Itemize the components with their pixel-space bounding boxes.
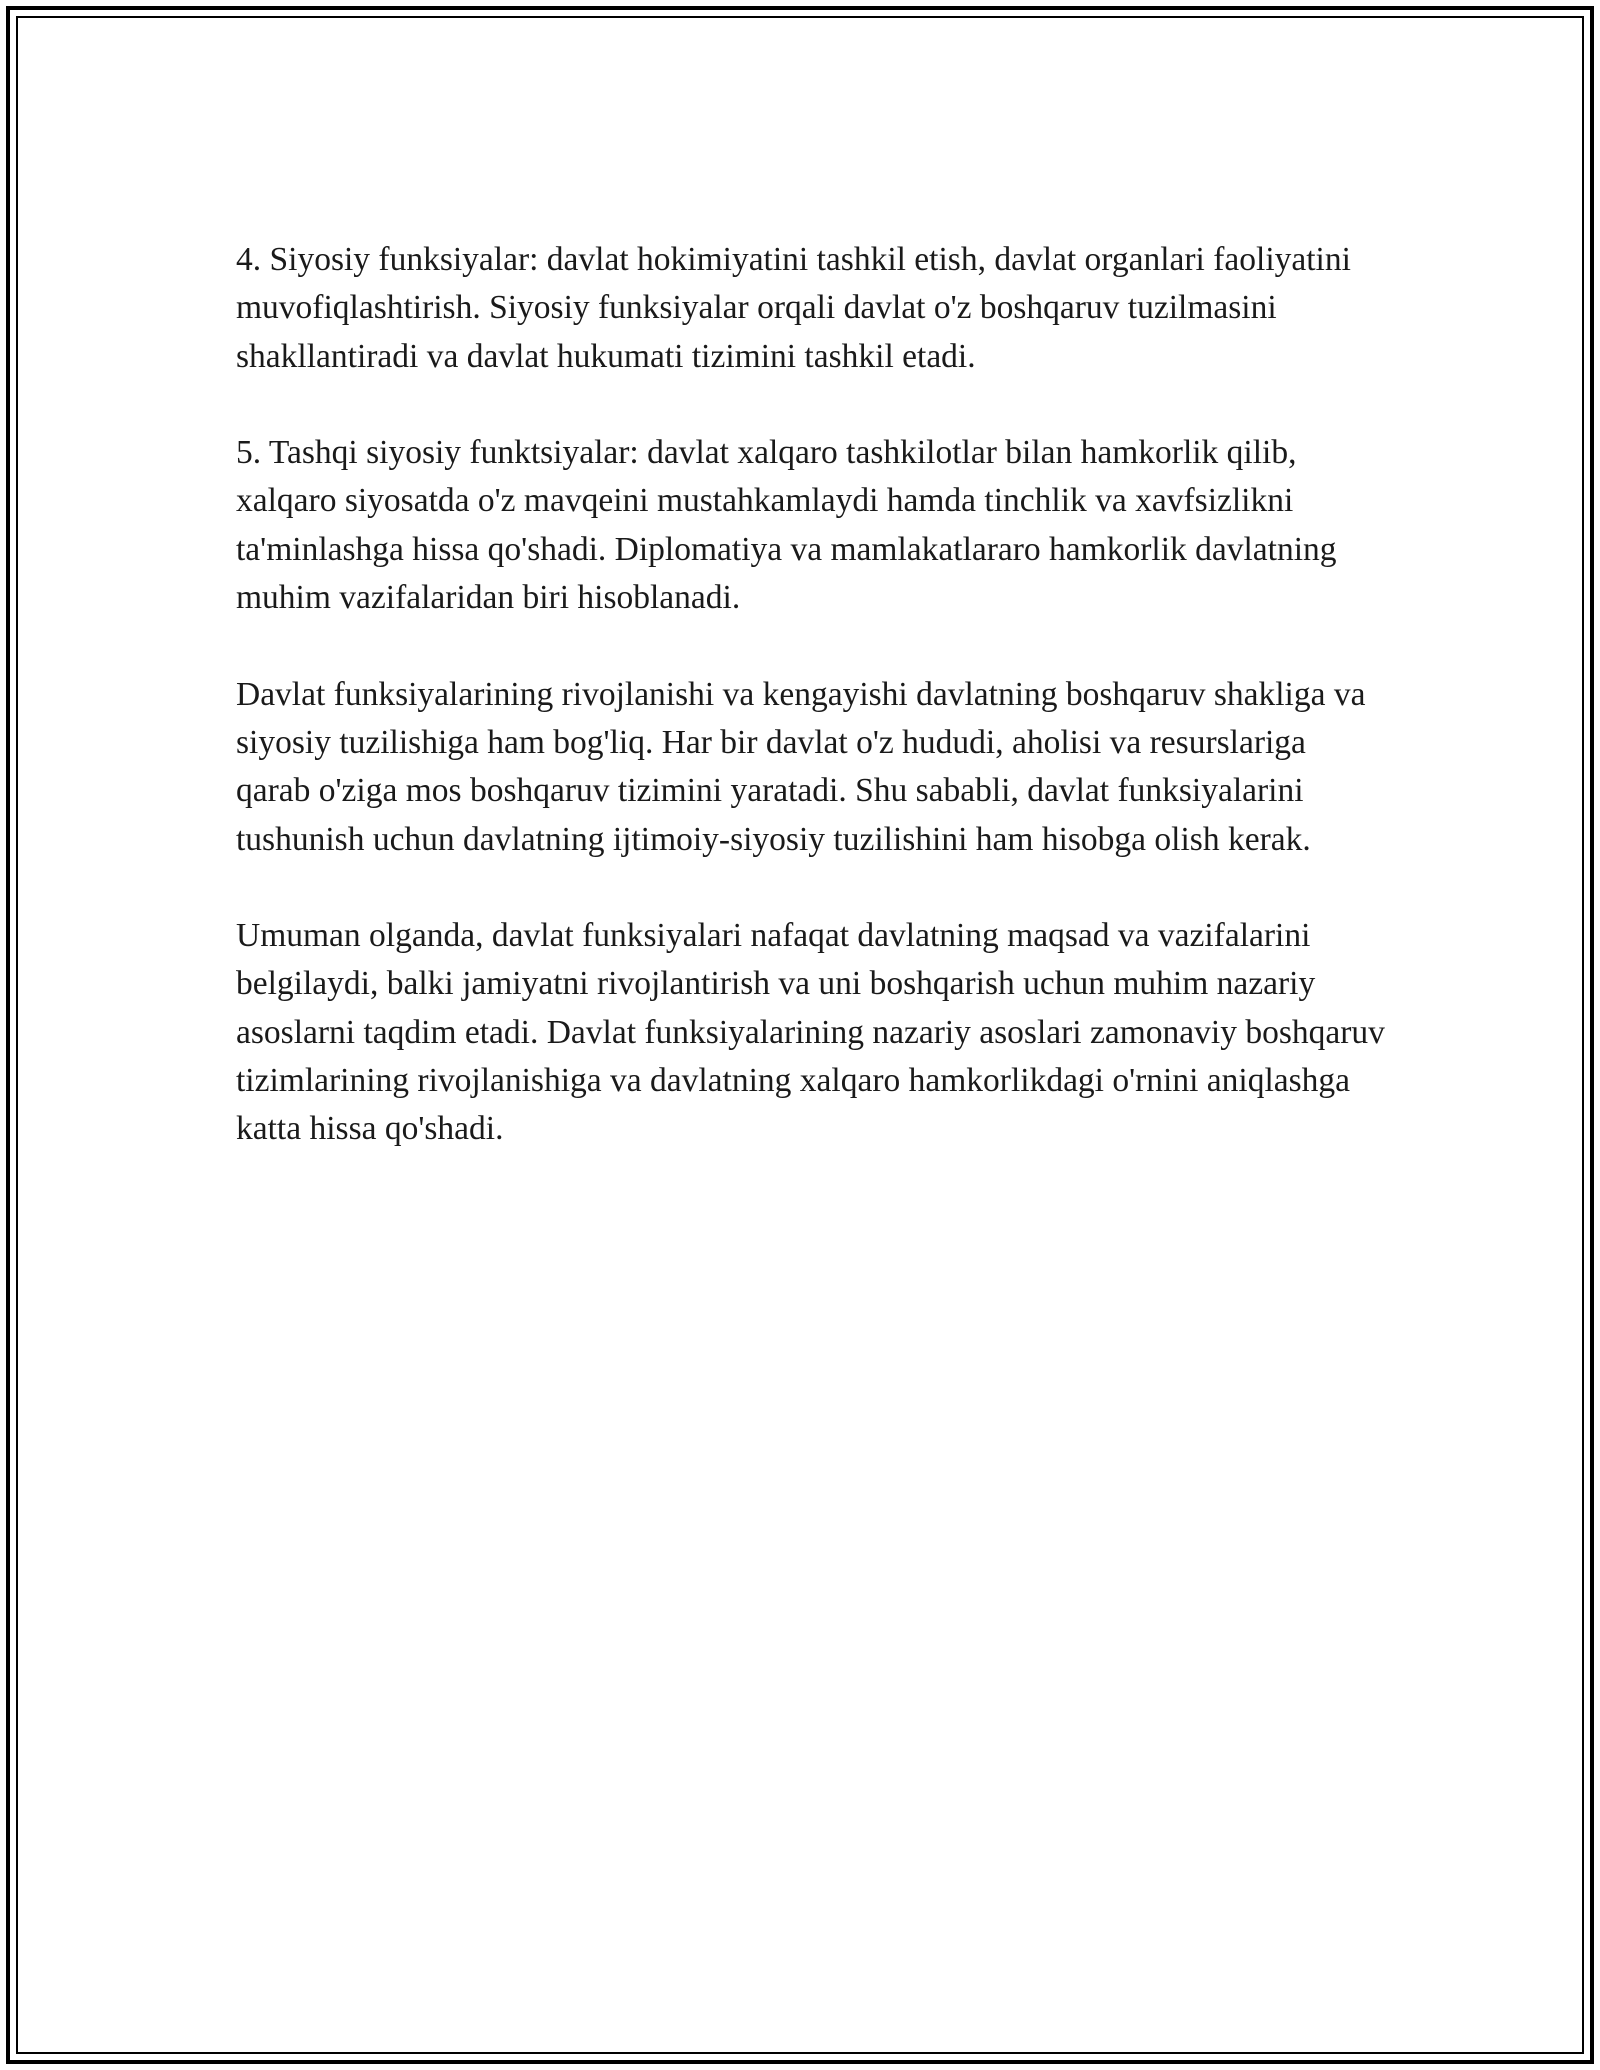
paragraph-conclusion: Umuman olganda, davlat funksiyalari nafaqat davlatning maqsad va vazifalarini belgilaydi, balki jamiyatni rivojlantirish va uni boshqarish uchun muhim nazariy asoslarni taqdim etadi. Davlat funksiyalarining nazariy asoslari zamonaviy boshqaruv tizimlarining rivojlanishiga va davlatning xalqaro hamkorlikdagi o'rnini aniqlashga katta hissa qo'shadi. [236, 917, 1385, 1148]
document-body [236, 236, 1386, 1202]
paragraph-political-functions: 4. Siyosiy funksiyalar: davlat hokimiyatini tashkil etish, davlat organlari faoliyatini muvofiqlashtirish. Siyosiy funksiyalar orqali davlat o'z boshqaruv tuzilmasini shakllantiradi va davlat hukumati tizimini tashkil etadi. [236, 241, 1351, 375]
paragraph-foreign-policy-functions: 5. Tashqi siyosiy funktsiyalar: davlat xalqaro tashkilotlar bilan hamkorlik qilib, xalqaro siyosatda o'z mavqeini mustahkamlaydi hamda tinchlik va xavfsizlikni ta'minlashga hissa qo'shadi. Diplomatiya va mamlakatlararo hamkorlik davlatning muhim vazifalaridan biri hisoblanadi. [236, 434, 1337, 617]
paragraph-development-of-functions: Davlat funksiyalarining rivojlanishi va kengayishi davlatning boshqaruv shakliga va siyosiy tuzilishiga ham bog'liq. Har bir davlat o'z hududi, aholisi va resurslariga qarab o'ziga mos boshqaruv tizimini yaratadi. Shu sababli, davlat funksiyalarini tushunish uchun davlatning ijtimoiy-siyosiy tuzilishini ham hisobga olish kerak. [236, 675, 1366, 858]
